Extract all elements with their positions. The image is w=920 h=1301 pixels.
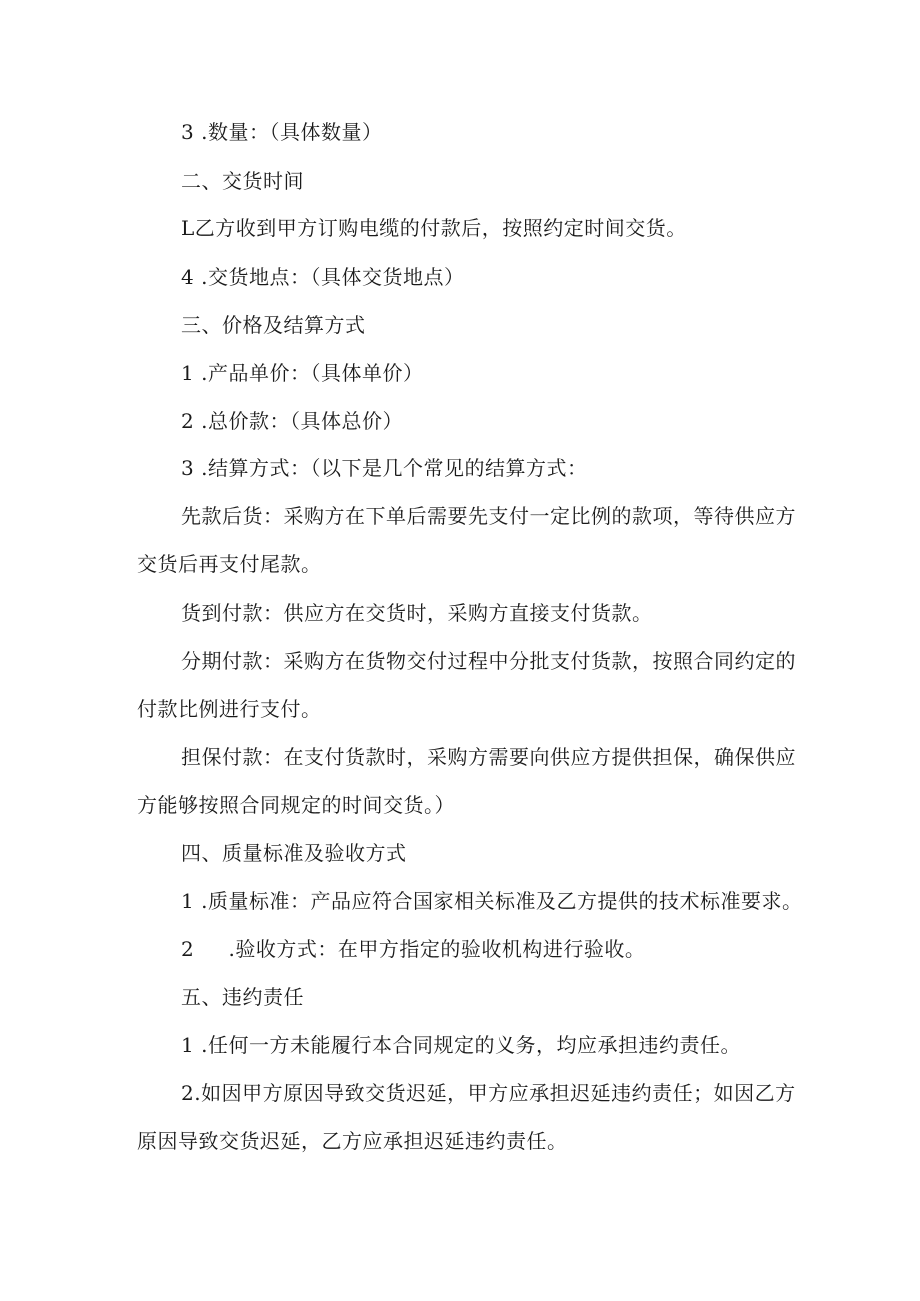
paragraph-installment-line1: 分期付款：采购方在货物交付过程中分批支付货款，按照合同约定的	[181, 649, 796, 673]
paragraph-installment-line2: 付款比例进行支付。	[137, 697, 322, 721]
item-quantity: 3 .数量：（具体数量）	[181, 120, 383, 144]
item-acceptance-method: 2 .验收方式：在甲方指定的验收机构进行验收。	[181, 937, 646, 961]
paragraph-prepayment-line2: 交货后再支付尾款。	[137, 552, 322, 576]
paragraph-guarantee-line2: 方能够按照合同规定的时间交货。）	[137, 793, 455, 817]
section-heading-delivery-time: 二、交货时间	[181, 169, 304, 193]
item-unit-price: 1 .产品单价：（具体单价）	[181, 361, 424, 385]
paragraph-guarantee-line1: 担保付款：在支付货款时，采购方需要向供应方提供担保，确保供应	[181, 745, 796, 769]
section-heading-breach-liability: 五、违约责任	[181, 985, 304, 1009]
item-total-price: 2 .总价款：（具体总价）	[181, 409, 403, 433]
item-delivery-terms: L乙方收到甲方订购电缆的付款后，按照约定时间交货。	[181, 216, 687, 240]
paragraph-prepayment-line1: 先款后货：采购方在下单后需要先支付一定比例的款项，等待供应方	[181, 504, 796, 528]
section-heading-quality-acceptance: 四、质量标准及验收方式	[181, 841, 407, 865]
item-breach-general: 1 .任何一方未能履行本合同规定的义务，均应承担违约责任。	[181, 1033, 741, 1057]
item-delay-liability-line1: 2.如因甲方原因导致交货迟延，甲方应承担迟延违约责任；如因乙方	[181, 1081, 796, 1105]
item-settlement-method: 3 .结算方式：（以下是几个常见的结算方式：	[181, 456, 588, 480]
item-delay-liability-line2: 原因导致交货迟延，乙方应承担迟延违约责任。	[137, 1129, 568, 1153]
paragraph-cash-on-delivery: 货到付款：供应方在交货时，采购方直接支付货款。	[181, 601, 653, 625]
item-delivery-location: 4 .交货地点：（具体交货地点）	[181, 265, 465, 289]
section-heading-price-settlement: 三、价格及结算方式	[181, 313, 366, 337]
item-quality-standard: 1 .质量标准：产品应符合国家相关标准及乙方提供的技术标准要求。	[181, 889, 803, 913]
